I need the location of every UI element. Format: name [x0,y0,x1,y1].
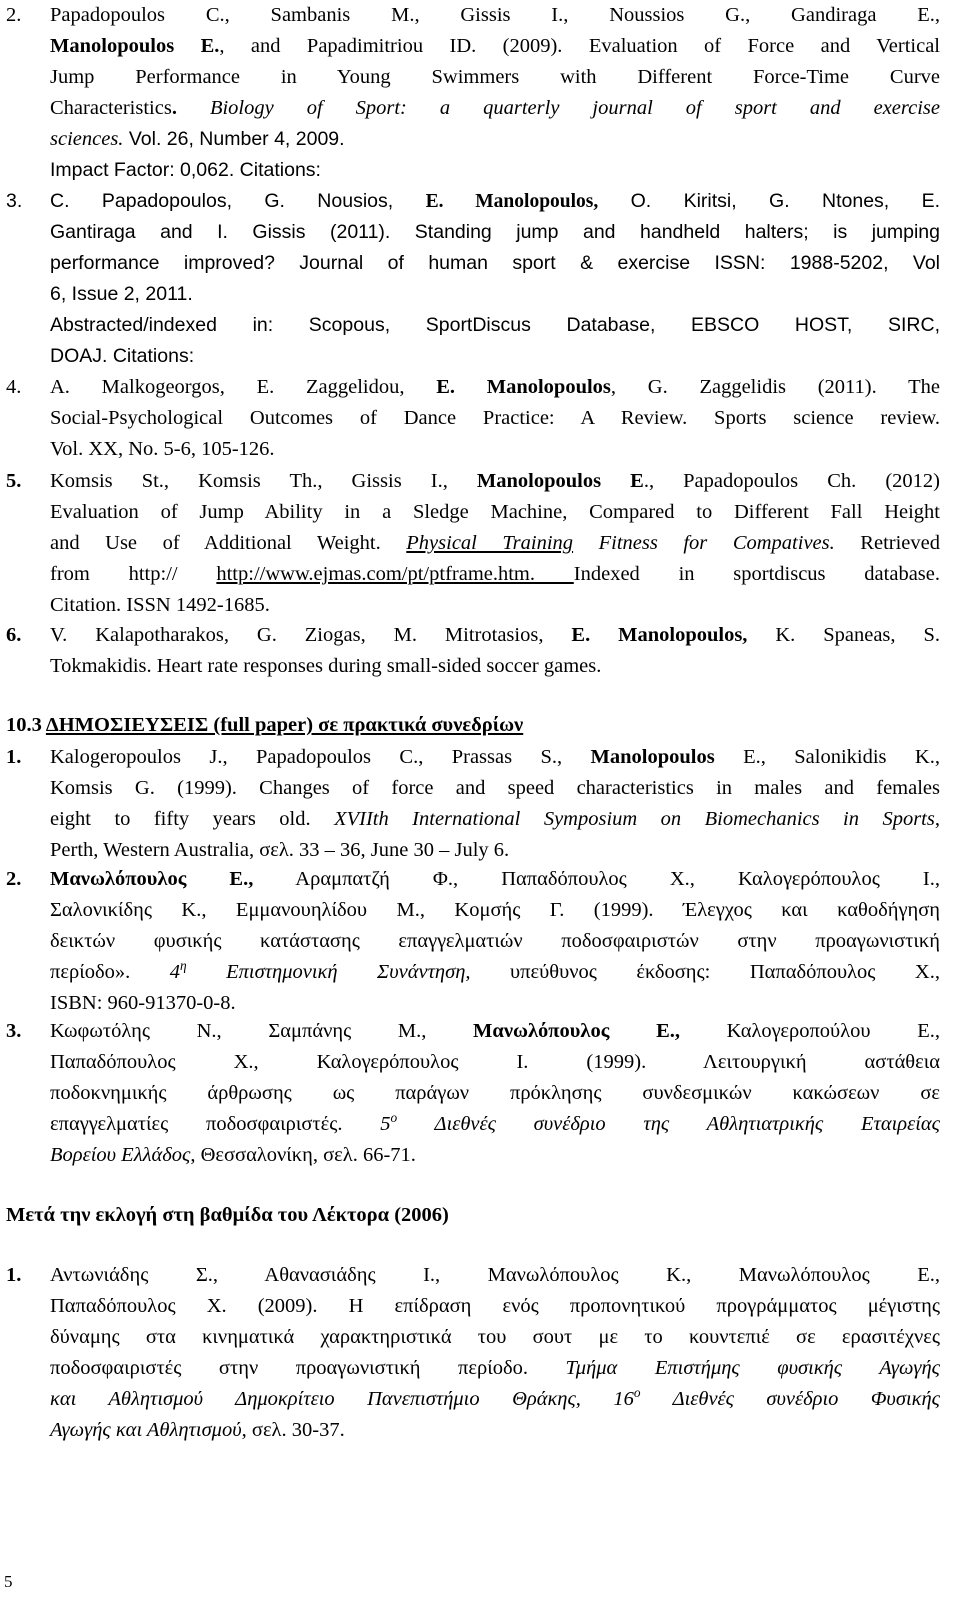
item-number: 1. [6,746,22,768]
reference-line: Komsis G. (1999). Changes of force and speed characteristics in males and females [50,777,940,799]
reference-line: eight to fifty years old. XVIIth International Symposium on Biomechanics in Sports, [50,808,940,830]
reference-line: and Use of Additional Weight. Physical Training Fitness for Compatives. Retrieved [50,532,940,554]
lecturer-heading: Μετά την εκλογή στη βαθμίδα του Λέκτορα (2006) [6,1204,449,1226]
item-number: 3. [6,190,23,212]
reference-line: Characteristics. Biology of Sport: a quarterly journal of sport and exercise [50,97,940,119]
reference-line: Μανωλόπουλος Ε., Αραμπατζή Φ., Παπαδόπουλος Χ., Καλογερόπουλος Ι., [50,868,940,890]
reference-line: Tokmakidis. Heart rate responses during small-sided soccer games. [50,655,602,677]
item-number: 1. [6,1264,22,1286]
item-number: 6. [6,624,22,646]
conference-item-2 [0,864,960,895]
reference-line: Βορείου Ελλάδος, Θεσσαλονίκη, σελ. 66-71. [50,1144,416,1166]
reference-line: Gantiraga and I. Gissis (2011). Standing jump and handheld halters; is jumping [50,221,940,243]
item-number: 2. [6,4,22,26]
reference-line: sciences. Vol. 26, Number 4, 2009. [50,128,345,150]
reference-line: δεικτών φυσικής κατάστασης επαγγελματιών ποδοσφαιριστών στην προαγωνιστική [50,930,940,952]
reference-item-6 [0,620,960,651]
reference-item-5 [0,466,960,497]
reference-line: Σαλονικίδης Κ., Εμμανουηλίδου Μ., Κομσής Γ. (1999). Έλεγχος και καθοδήγηση [50,899,940,921]
page-number: 5 [4,1572,13,1591]
reference-line: C. Papadopoulos, G. Nousios, E. Manolopoulos, O. Kiritsi, G. Ntones, E. [50,190,940,212]
reference-line: Vol. XX, No. 5-6, 105-126. [50,438,275,460]
conference-item-1 [0,742,960,773]
reference-line: 6, Issue 2, 2011. [50,283,193,305]
reference-line: επαγγελματίες ποδοσφαιριστές. $5^o$ Διεθνές συνέδριο της Αθλητιατρικής Εταιρείας [50,1110,940,1135]
reference-line: ISBN: 960-91370-0-8. [50,992,236,1014]
conference-item-3 [0,1016,960,1047]
reference-line: Manolopoulos E., and Papadimitriou ID. (2009). Evaluation of Force and Vertical [50,35,940,57]
item-number: 4. [6,376,22,398]
reference-line: Αντωνιάδης Σ., Αθανασιάδης Ι., Μανωλόπουλος Κ., Μανωλόπουλος Ε., [50,1264,940,1286]
reference-line: A. Malkogeorgos, E. Zaggelidou, E. Manolopoulos, G. Zaggelidis (2011). The [50,376,940,398]
reference-line: δύναμης στα κινηματικά χαρακτηριστικά του σουτ με το κουντεπιέ σε ερασιτέχνες [50,1326,940,1348]
reference-line: Abstracted/indexed in: Scopous, SportDiscus Database, EBSCO HOST, SIRC, [50,314,940,336]
reference-line: Perth, Western Australia, σελ. 33 – 36, June 30 – July 6. [50,839,510,861]
ejmas-link[interactable]: http://www.ejmas.com/pt/ptframe.htm. [216,563,574,585]
reference-line: και Αθλητισμού Δημοκρίτειο Πανεπιστήμιο Θράκης, $16^o$ Διεθνές συνέδριο Φυσικής [50,1385,940,1410]
reference-item-3 [0,186,960,217]
reference-line: Παπαδόπουλος Χ. (2009). Η επίδραση ενός προπονητικού προγράμματος μέγιστης [50,1295,940,1317]
reference-line: Evaluation of Jump Ability in a Sledge Machine, Compared to Different Fall Height [50,501,940,523]
reference-line: Κωφωτόλης Ν., Σαμπάνης Μ., Μανωλόπουλος Ε., Καλογεροπούλου Ε., [50,1020,940,1042]
reference-line: DOAJ. Citations: [50,345,195,367]
reference-line: Papadopoulos C., Sambanis M., Gissis I., Noussios G., Gandiraga E., [50,4,940,26]
reference-item-2 [0,0,960,31]
item-number: 2. [6,868,22,890]
reference-line: ποδοσφαιριστές στην προαγωνιστική περίοδο. Τμήμα Επιστήμης φυσικής Αγωγής [50,1357,940,1379]
reference-line: ποδοκνημικής άρθρωσης ως παράγων πρόκλησης συνδεσμικών κακώσεων σε [50,1082,940,1104]
reference-item-4 [0,372,960,403]
reference-line: Citation. ISSN 1492-1685. [50,594,270,616]
reference-line: Impact Factor: 0,062. Citations: [50,159,321,181]
reference-line: Παπαδόπουλος Χ., Καλογερόπουλος Ι. (1999). Λειτουργική αστάθεια [50,1051,940,1073]
lecturer-item-1 [0,1260,960,1291]
reference-line: Social-Psychological Outcomes of Dance Practice: A Review. Sports science review. [50,407,940,429]
reference-line: performance improved? Journal of human sport & exercise ISSN: 1988-5202, Vol [50,252,940,274]
reference-line: Αγωγής και Αθλητισμού, σελ. 30-37. [50,1419,345,1441]
item-number: 5. [6,470,22,492]
reference-line: V. Kalapotharakos, G. Ziogas, M. Mitrotasios, E. Manolopoulos, K. Spaneas, S. [50,624,940,646]
reference-line: from http:// http://www.ejmas.com/pt/ptframe.htm. Indexed in sportdiscus database. [50,563,940,585]
reference-line: περίοδο». $4^\eta$ Επιστημονική Συνάντηση, υπεύθυνος έκδοσης: Παπαδόπουλος Χ., [50,958,940,983]
reference-line: Kalogeropoulos J., Papadopoulos C., Prassas S., Manolopoulos E., Salonikidis K., [50,746,940,768]
reference-line: Komsis St., Komsis Th., Gissis I., Manolopoulos E., Papadopoulos Ch. (2012) [50,470,940,492]
reference-line: Jump Performance in Young Swimmers with Different Force-Time Curve [50,66,940,88]
item-number: 3. [6,1020,22,1042]
section-heading: 10.3 ΔΗΜΟΣΙΕΥΣΕΙΣ (full paper) σε πρακτικά συνεδρίων [6,714,524,736]
